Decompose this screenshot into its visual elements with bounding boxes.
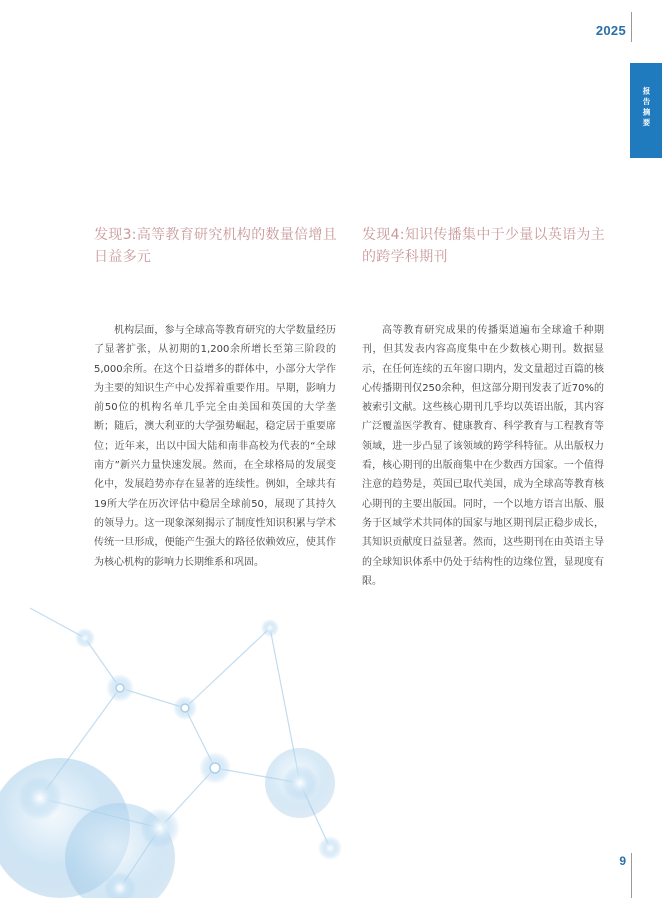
- section-tab[interactable]: [630, 63, 662, 158]
- report-year: 2025: [595, 23, 626, 38]
- finding-4-heading: 发现4:知识传播集中于少量以英语为主的跨学科期刊: [362, 227, 606, 265]
- finding-3-body: 机构层面，参与全球高等教育研究的大学数量经历了显著扩张，从初期的1,200余所增长至第三阶段的5,000余所。在这个日益增多的群体中，小部分大学作为主要的知识生产中心发挥着重要作用。早期，影响力前50位的机构名单几乎完全由美国和英国的大学垄断；随后，澳大利亚的大学强势崛起，稳定居于重要席位；近年来，出以中国大陆和南非高校为代表的“全球南方”新兴力量快速发展。然而，在全球格局的发展变化中，发展趋势亦存在显著的连续性。例如，全球共有19所大学在历次评估中稳居全球前50，展现了其持久的领导力。这一现象深刻揭示了制度性知识积累与学术传统一旦形成，便能产生强大的路径依赖效应，使其作为核心机构的影响力长期维系和巩固。: [94, 325, 336, 568]
- header-rule: [631, 12, 632, 42]
- finding-3-heading: 发现3:高等教育研究机构的数量倍增且日益多元: [94, 227, 338, 265]
- network-illustration: [0, 568, 400, 898]
- footer-rule: [631, 853, 632, 898]
- finding-4-body: 高等教育研究成果的传播渠道遍布全球逾千种期刊，但其发表内容高度集中在少数核心期刊。数据显示，在任何连续的五年窗口期内，发文量超过百篇的核心传播期刊仅250余种，但这部分期刊发表了近70%的被索引文献。这些核心期刊几乎均以英语出版，其内容广泛覆盖医学教育、健康教育、科学教育与工程教育等领域，进一步凸显了该领域的跨学科特征。从出版权力看，核心期刊的出版商集中在少数西方国家。一个值得注意的趋势是，英国已取代美国，成为全球高等教育核心期刊的主要出版国。同时，一个以地方语言出版、服务于区域学术共同体的国家与地区期刊层正稳步成长，其知识贡献度日益显著。然而，这些期刊在由英语主导的全球知识体系中仍处于结构性的边缘位置，显现度有限。: [362, 325, 604, 587]
- section-tab-label: 报告摘要: [642, 87, 651, 129]
- page-number: 9: [619, 854, 626, 868]
